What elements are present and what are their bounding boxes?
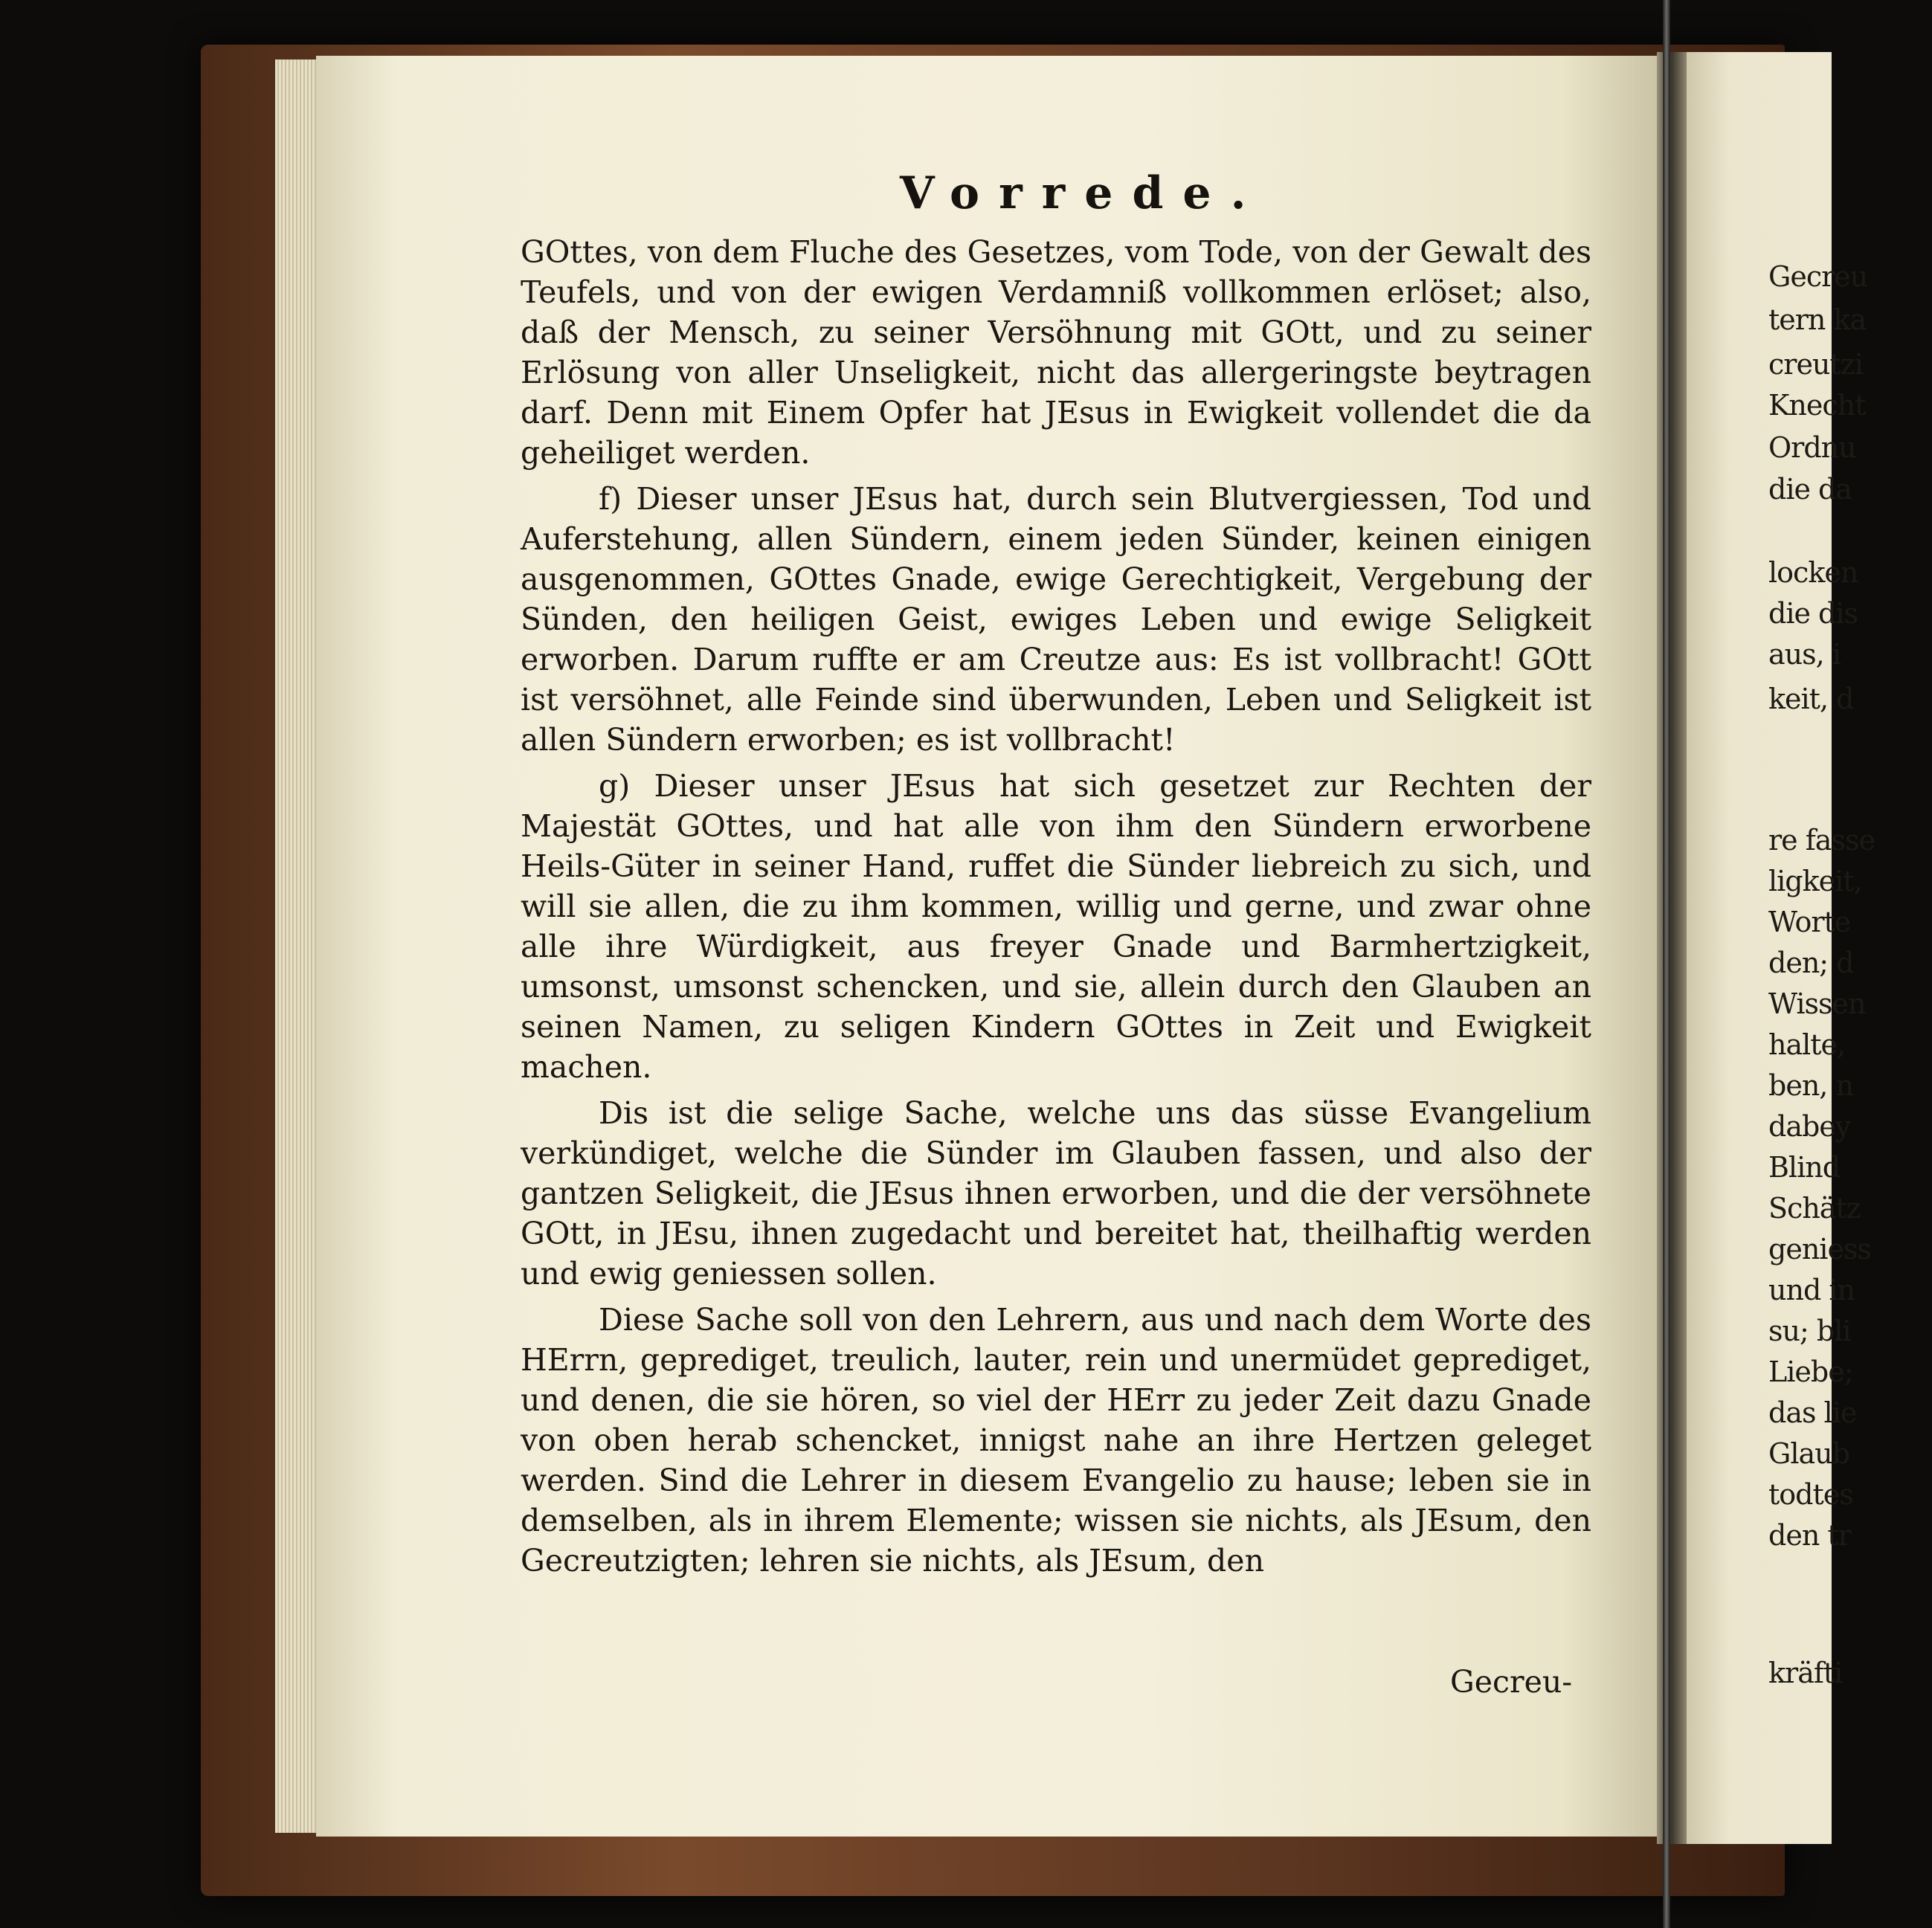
right-page [1687,52,1875,1844]
body-text [521,232,1591,1587]
facing-fragment: die dis [1768,597,1858,630]
facing-fragment: Schätz [1768,1192,1861,1225]
page-edges [275,59,320,1833]
facing-fragment: dabey [1768,1110,1851,1143]
facing-fragment: kräfti [1768,1657,1843,1689]
facing-fragment: todtes [1768,1478,1853,1511]
page-header: Vorrede. [900,167,1266,219]
facing-fragment: Blind [1768,1151,1841,1184]
facing-fragment: Glaub [1768,1437,1849,1470]
facing-fragment: halte, [1768,1028,1846,1061]
facing-fragment: ligkeit, [1768,865,1862,897]
paragraph: Diese Sache soll von den Lehrern, aus und nach dem Worte des HErrn, geprediget, treulich, lauter, rein und unermüdet geprediget, und denen, die sie hören, so viel der HErr zu jeder Zeit dazu Gnade von oben herab schencket, innigst nahe an ihre Hertzen geleget werden. Sind die Lehrer in diesem Evangelio zu hause; leben sie in demselben, als in ihrem Elemente; wissen sie nichts, als JEsum, den Gecreutzigten; lehren sie nichts, als JEsum, den [521,1302,1591,1579]
facing-fragment: locken [1768,556,1858,589]
facing-fragment: keit, d [1768,683,1854,715]
facing-fragment: creutzi [1768,348,1863,381]
facing-fragment: die da [1768,473,1852,506]
facing-fragment: Worte [1768,906,1851,938]
facing-fragment: tern ka [1768,303,1867,336]
facing-fragment: aus, i [1768,638,1841,671]
facing-fragment: geniess [1768,1233,1871,1266]
facing-fragment: re fasse [1768,824,1875,857]
ruler-strip [1663,0,1670,1928]
paragraph: Dis ist die selige Sache, welche uns das süsse Evangelium verkündiget, welche die Sünder im Glauben fassen, und also der gantzen Seligkeit, die JEsus ihnen erworben, und die der versöhnete GOtt, in JEsu, ihnen zugedacht und bereitet hat, theilhaftig werden und ewig geniessen sollen. [521,1095,1591,1292]
facing-fragment: ben, n [1768,1069,1853,1102]
facing-fragment: das lie [1768,1396,1857,1429]
facing-fragment: su; bli [1768,1315,1851,1347]
book-gutter [1657,52,1687,1844]
paragraph: f) Dieser unser JEsus hat, durch sein Blutvergiessen, Tod und Auferstehung, allen Sündern, einem jeden Sünder, keinen einigen ausgenommen, GOttes Gnade, ewige Gerechtigkeit, Vergebung der Sünden, den heiligen Geist, ewiges Leben und ewige Seligkeit erworben. Darum ruffte er am Creutze aus: Es ist vollbracht! GOtt ist versöhnet, alle Feinde sind überwunden, Leben und Seligkeit ist allen Sündern erworben; es ist vollbracht! [521,481,1591,758]
facing-fragment: Knecht [1768,389,1866,422]
facing-fragment: Ordnu [1768,431,1856,464]
catchword: Gecreu- [1450,1664,1573,1700]
facing-fragment: Gecreu [1768,260,1868,293]
facing-fragment: den tr [1768,1519,1851,1552]
paragraph: g) Dieser unser JEsus hat sich gesetzet zur Rechten der Majestät GOttes, und hat alle von ihm den Sündern erworbene Heils-Güter in seiner Hand, ruffet die Sünder liebreich zu sich, und will sie allen, die zu ihm kommen, willig und gerne, und zwar ohne alle ihre Würdigkeit, aus freyer Gnade und Barmhertzigkeit, umsonst, umsonst schencken, und sie, allein durch den Glauben an seinen Namen, zu seligen Kindern GOttes in Zeit und Ewigkeit machen. [521,768,1591,1085]
facing-fragment: Liebe; [1768,1355,1853,1388]
facing-fragment: Wissen [1768,987,1866,1020]
facing-fragment: den; d [1768,947,1854,979]
facing-fragment: und in [1768,1274,1855,1306]
paragraph: GOttes, von dem Fluche des Gesetzes, vom Tode, von der Gewalt des Teufels, und von der ewigen Verdamniß vollkommen erlöset; also, daß der Mensch, zu seiner Versöhnung mit GOtt, und zu seiner Erlösung von aller Unseligkeit, nicht das allergeringste beytragen darf. Denn mit Einem Opfer hat JEsus in Ewigkeit vollendet die da geheiliget werden. [521,234,1591,471]
